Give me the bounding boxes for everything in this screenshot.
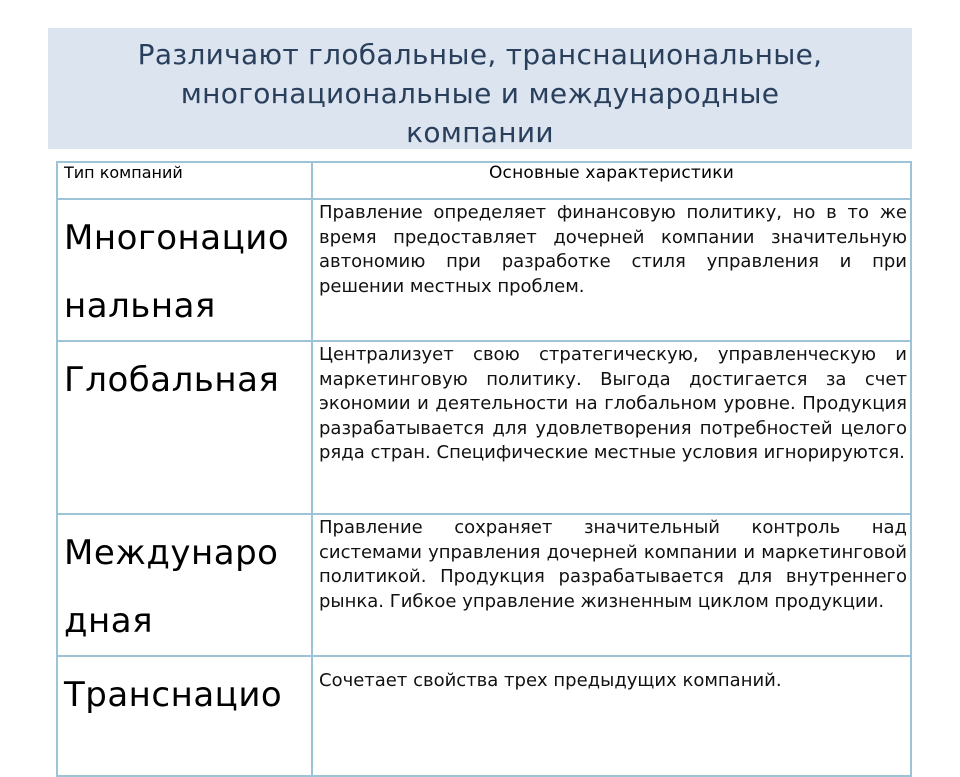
type-label: Глобальная (64, 360, 280, 400)
type-label-part2: нальная (64, 286, 216, 326)
type-label-part2: дная (64, 601, 154, 641)
table-row-global (57, 341, 911, 514)
title-line-3: компании (406, 116, 554, 149)
type-label-part1: Многонацио (64, 218, 290, 258)
table-row-international (57, 514, 911, 656)
table-row-multinational (57, 199, 911, 341)
header-characteristics: Основные характеристики (312, 162, 911, 199)
description-cell: Правление сохраняет значительный контроль над системами управления дочерней компании и маркетинговой политикой. Продукция разрабатывается для внутреннего рынка. Гибкое управление жизненным циклом продукции. (312, 514, 911, 656)
header-company-type: Тип компаний (57, 162, 312, 199)
table-header-row (57, 162, 911, 199)
description-cell: Сочетает свойства трех предыдущих компаний. (312, 656, 911, 776)
type-cell-multinational (57, 199, 312, 341)
type-label: Транснацио (64, 675, 283, 715)
type-cell-transnational (57, 656, 312, 776)
type-label-part1: Междунаро (64, 533, 279, 573)
description-cell: Централизует свою стратегическую, управленческую и маркетинговую политику. Выгода достигается за счет экономии и деятельности на глобальном уровне. Продукция разрабатывается для удовлетворения потребностей целого ряда стран. Специфические местные условия игнорируются. (312, 341, 911, 514)
type-cell-international (57, 514, 312, 656)
type-cell-global (57, 341, 312, 514)
description-cell: Правление определяет финансовую политику, но в то же время предоставляет дочерней компании значительную автономию при разработке стиля управления и при решении местных проблем. (312, 199, 911, 341)
title-line-1: Различают глобальные, транснациональные, (137, 38, 823, 71)
slide-title (48, 28, 912, 149)
company-types-table (56, 161, 912, 777)
table-row-transnational (57, 656, 911, 776)
title-line-2: многонациональные и международные (180, 77, 780, 110)
